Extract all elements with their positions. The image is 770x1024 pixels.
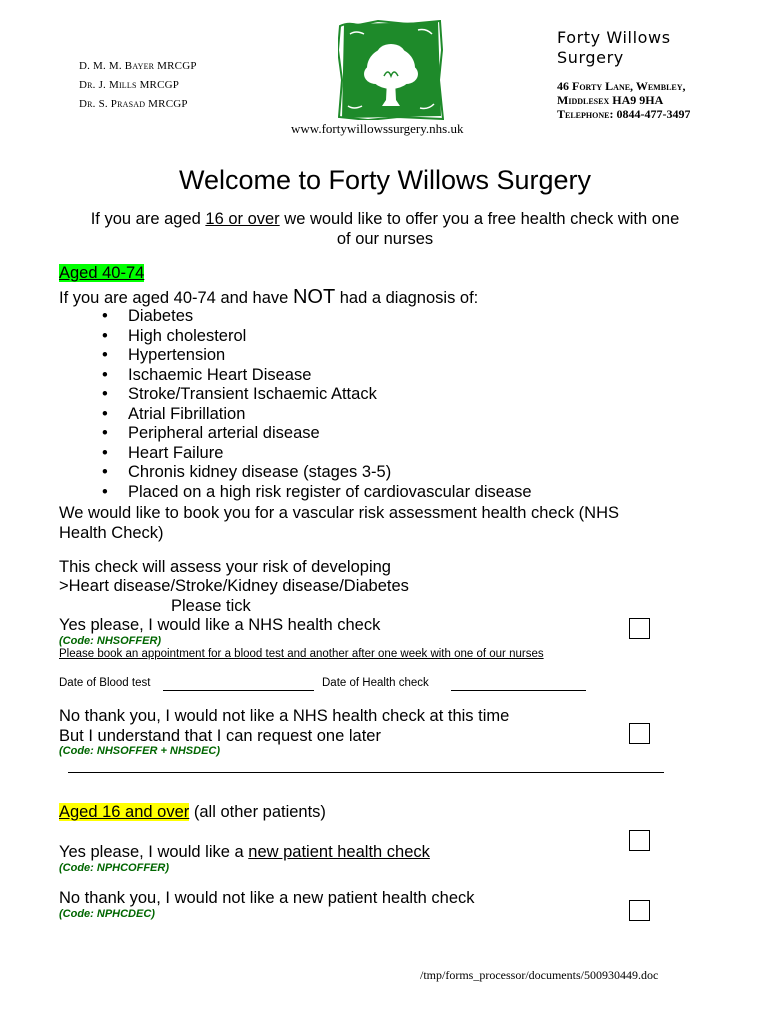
please-tick-label: Please tick [171, 597, 251, 615]
nhs-yes-checkbox[interactable] [629, 618, 650, 639]
blood-test-date-field[interactable] [163, 690, 314, 691]
list-item: • Stroke/Transient Ischaemic Attack [100, 385, 532, 405]
instruction-text: Please book an appointment for a blood test and another after one week with one of our nurses [59, 648, 544, 660]
code-label: (Code: NHSOFFER) [59, 635, 162, 647]
nhs-no-label: But I understand that I can request one later [59, 727, 381, 745]
code-label: (Code: NPHCDEC) [59, 908, 155, 920]
nphc-no-checkbox[interactable] [629, 900, 650, 921]
list-item: • Peripheral arterial disease [100, 424, 532, 444]
health-check-date-label: Date of Health check [322, 677, 429, 689]
body-text: This check will assess your risk of developing [59, 558, 391, 576]
practice-name: Surgery [557, 48, 624, 67]
nhs-no-label: No thank you, I would not like a NHS health check at this time [59, 707, 510, 725]
list-item: • Placed on a high risk register of cardiovascular disease [100, 483, 532, 503]
body-text: We would like to book you for a vascular risk assessment health check (NHS [59, 504, 620, 522]
doctor-name: D. M. M. Bayer MRCGP [79, 60, 197, 72]
list-item: • Heart Failure [100, 444, 532, 464]
address-line: Middlesex HA9 9HA [557, 93, 664, 107]
section-divider [68, 772, 664, 773]
section-lead: If you are aged 40-74 and have NOT had a diagnosis of: [59, 286, 479, 308]
body-text: >Heart disease/Stroke/Kidney disease/Diabetes [59, 577, 409, 595]
practice-name: Forty Willows [557, 28, 671, 47]
list-item: • Atrial Fibrillation [100, 405, 532, 425]
list-item: • Diabetes [100, 307, 532, 327]
body-text: Health Check) [59, 524, 164, 542]
code-label: (Code: NPHCOFFER) [59, 862, 169, 874]
nphc-yes-label: Yes please, I would like a new patient health check [59, 843, 430, 861]
tree-logo-icon [338, 20, 444, 120]
intro-text: of our nurses [336, 230, 434, 248]
blood-test-date-label: Date of Blood test [59, 677, 151, 689]
page-title: Welcome to Forty Willows Surgery [178, 165, 592, 195]
nhs-yes-label: Yes please, I would like a NHS health check [59, 616, 381, 634]
doctor-name: Dr. S. Prasad MRCGP [79, 98, 188, 110]
list-item: • Hypertension [100, 346, 532, 366]
telephone: Telephone: 0844-477-3497 [557, 107, 691, 119]
address-line: 46 Forty Lane, Wembley, [557, 79, 686, 93]
list-item: • Ischaemic Heart Disease [100, 366, 532, 386]
website-link[interactable]: www.fortywillowssurgery.nhs.uk [291, 121, 464, 136]
health-check-date-field[interactable] [451, 690, 586, 691]
section-heading: Aged 16 and over (all other patients) [59, 803, 326, 821]
doctor-name: Dr. J. Mills MRCGP [79, 79, 180, 91]
nphc-yes-checkbox[interactable] [629, 830, 650, 851]
intro-text: If you are aged 16 or over we would like to offer you a free health check with one [90, 210, 680, 228]
list-item: • High cholesterol [100, 327, 532, 347]
section-heading: Aged 40-74 [59, 264, 145, 282]
nphc-no-label: No thank you, I would not like a new patient health check [59, 889, 475, 907]
list-item: • Chronis kidney disease (stages 3-5) [100, 463, 532, 483]
code-label: (Code: NHSOFFER + NHSDEC) [59, 745, 221, 757]
nhs-no-checkbox[interactable] [629, 723, 650, 744]
file-path: /tmp/forms_processor/documents/500930449.doc [420, 968, 659, 982]
condition-list [100, 307, 532, 502]
